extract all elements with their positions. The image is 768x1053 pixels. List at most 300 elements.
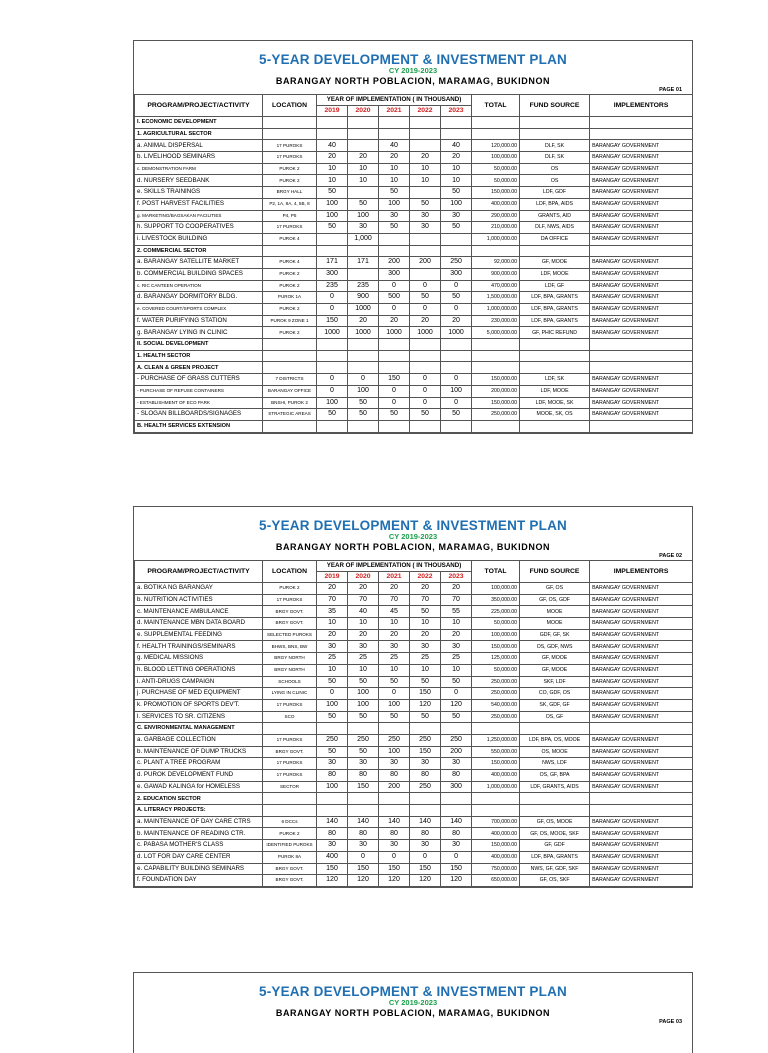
year-value-cell: 50 <box>348 711 379 723</box>
total-cell <box>472 350 520 362</box>
total-cell: 1,000,000.00 <box>472 233 520 245</box>
implementor-cell: BARANGAY GOVERNMENT <box>590 629 693 641</box>
section-row <box>135 350 693 362</box>
program-cell: d. BARANGAY DORMITORY BLDG. <box>135 292 263 304</box>
year-value-cell: 30 <box>441 210 472 222</box>
year-value-cell <box>379 805 410 817</box>
year-value-cell: 100 <box>379 699 410 711</box>
year-value-cell: 50 <box>379 711 410 723</box>
year-value-cell <box>410 233 441 245</box>
implementor-cell: BARANGAY GOVERNMENT <box>590 304 693 316</box>
year-value-cell <box>441 723 472 735</box>
year-value-cell: 250 <box>441 734 472 746</box>
fund-source-cell: LDF, BPA, GRANTS <box>520 851 590 863</box>
implementor-cell: BARANGAY GOVERNMENT <box>590 828 693 840</box>
year-value-cell: 20 <box>441 315 472 327</box>
table-row <box>135 280 693 292</box>
location-cell: PUROK 4 <box>263 257 317 269</box>
location-cell: BRGY GOVT. <box>263 746 317 758</box>
location-cell: STRATEGIC AREAS <box>263 409 317 421</box>
year-value-cell: 1000 <box>379 327 410 339</box>
year-value-cell: 150 <box>441 863 472 875</box>
implementor-cell <box>590 420 693 432</box>
year-value-cell: 50 <box>410 711 441 723</box>
year-value-cell: 40 <box>348 606 379 618</box>
year-value-cell: 30 <box>410 222 441 234</box>
section-row <box>135 128 693 140</box>
year-value-cell: 10 <box>379 163 410 175</box>
table-row <box>135 163 693 175</box>
year-value-cell: 100 <box>317 781 348 793</box>
total-cell: 1,500,000.00 <box>472 292 520 304</box>
year-value-cell <box>348 420 379 432</box>
year-value-cell: 80 <box>379 770 410 782</box>
year-value-cell: 50 <box>348 409 379 421</box>
year-value-cell: 45 <box>379 606 410 618</box>
implementor-cell: BARANGAY GOVERNMENT <box>590 222 693 234</box>
col-fund-source: FUND SOURCE <box>520 95 590 117</box>
year-value-cell: 0 <box>379 385 410 397</box>
col-location: LOCATION <box>263 561 317 583</box>
year-value-cell: 20 <box>441 152 472 164</box>
location-cell: BRGY GOVT. <box>263 875 317 887</box>
year-value-cell: 80 <box>348 770 379 782</box>
location-cell: SELECTED PUROKS <box>263 629 317 641</box>
year-value-cell: 20 <box>348 629 379 641</box>
location-cell: 17 PUROKS <box>263 594 317 606</box>
col-total: TOTAL <box>472 95 520 117</box>
table-row <box>135 268 693 280</box>
year-value-cell: 10 <box>410 175 441 187</box>
year-value-cell: 10 <box>379 618 410 630</box>
total-cell: 400,000.00 <box>472 851 520 863</box>
implementor-cell: BARANGAY GOVERNMENT <box>590 875 693 887</box>
year-value-cell: 50 <box>441 711 472 723</box>
year-value-cell: 30 <box>441 840 472 852</box>
location-cell: BRGY HALL <box>263 187 317 199</box>
implementor-cell: BARANGAY GOVERNMENT <box>590 187 693 199</box>
implementor-cell: BARANGAY GOVERNMENT <box>590 688 693 700</box>
table-row <box>135 746 693 758</box>
fund-source-cell: GF, OS, MOOE, SKF <box>520 828 590 840</box>
year-value-cell <box>348 350 379 362</box>
year-value-cell: 20 <box>348 315 379 327</box>
year-value-cell: 0 <box>441 397 472 409</box>
location-cell: 17 PUROKS <box>263 758 317 770</box>
year-value-cell: 200 <box>379 257 410 269</box>
total-cell: 650,000.00 <box>472 875 520 887</box>
fund-source-cell: MOOE, SK, OS <box>520 409 590 421</box>
year-value-cell: 0 <box>348 374 379 386</box>
year-value-cell: 120 <box>410 699 441 711</box>
location-cell: SCHOOLS <box>263 676 317 688</box>
year-value-cell: 30 <box>379 641 410 653</box>
implementor-cell: BARANGAY GOVERNMENT <box>590 618 693 630</box>
fund-source-cell: GF, MOOE <box>520 653 590 665</box>
total-cell: 250,000.00 <box>472 409 520 421</box>
year-value-cell: 10 <box>410 664 441 676</box>
table-row <box>135 699 693 711</box>
table-row <box>135 327 693 339</box>
page-header <box>134 41 692 86</box>
total-cell: 50,000.00 <box>472 664 520 676</box>
table-row <box>135 606 693 618</box>
table-row <box>135 152 693 164</box>
location-cell <box>263 339 317 351</box>
program-cell: d. MAINTENANCE MBN DATA BOARD <box>135 618 263 630</box>
location-cell: BRGY GOVT. <box>263 618 317 630</box>
year-value-cell: 25 <box>410 653 441 665</box>
year-value-cell: 200 <box>410 257 441 269</box>
col-year: 2023 <box>441 572 472 583</box>
program-cell: a. BARANGAY SATELLITE MARKET <box>135 257 263 269</box>
year-value-cell: 300 <box>317 268 348 280</box>
program-cell: d. NURSERY SEEDBANK <box>135 175 263 187</box>
fund-source-cell: GF, PHIC REFUND <box>520 327 590 339</box>
year-value-cell: 120 <box>317 875 348 887</box>
section-row <box>135 723 693 735</box>
page-number: PAGE 01 <box>659 87 682 93</box>
program-cell: b. MAINTENANCE OF DUMP TRUCKS <box>135 746 263 758</box>
program-cell: - SLOGAN BILLBOARDS/SIGNAGES <box>135 409 263 421</box>
year-value-cell <box>348 268 379 280</box>
year-value-cell: 140 <box>379 816 410 828</box>
total-cell: 150,000.00 <box>472 840 520 852</box>
year-value-cell: 35 <box>317 606 348 618</box>
year-value-cell: 70 <box>379 594 410 606</box>
table-row <box>135 629 693 641</box>
program-cell: e. CAPABILITY BUILDING SEMINARS <box>135 863 263 875</box>
fund-source-cell <box>520 128 590 140</box>
year-value-cell: 300 <box>379 268 410 280</box>
fund-source-cell: GF, OS, GDF <box>520 594 590 606</box>
investment-table <box>134 94 693 433</box>
fund-source-cell: GF, OS, SKF <box>520 875 590 887</box>
year-value-cell <box>410 420 441 432</box>
year-value-cell <box>317 339 348 351</box>
col-year: 2019 <box>317 106 348 117</box>
fund-source-cell: NWS, GF, GDF, SKF <box>520 863 590 875</box>
fund-source-cell <box>520 117 590 129</box>
year-value-cell: 30 <box>410 210 441 222</box>
year-value-cell: 40 <box>379 140 410 152</box>
year-value-cell <box>410 805 441 817</box>
table-row <box>135 409 693 421</box>
location-cell: PUROK 2 <box>263 163 317 175</box>
program-cell: d. LOT FOR DAY CARE CENTER <box>135 851 263 863</box>
year-value-cell <box>441 350 472 362</box>
year-value-cell <box>317 793 348 805</box>
year-value-cell: 10 <box>379 664 410 676</box>
year-value-cell: 80 <box>410 828 441 840</box>
year-value-cell <box>410 723 441 735</box>
year-value-cell: 10 <box>348 664 379 676</box>
year-value-cell: 100 <box>379 198 410 210</box>
location-cell: IDENTIFIED PUROKS <box>263 840 317 852</box>
fund-source-cell: LDF, BPA, OS, MOOE <box>520 734 590 746</box>
year-value-cell <box>317 362 348 374</box>
year-value-cell <box>441 805 472 817</box>
fund-source-cell <box>520 805 590 817</box>
implementor-cell: BARANGAY GOVERNMENT <box>590 583 693 595</box>
year-value-cell <box>441 362 472 374</box>
year-value-cell: 171 <box>317 257 348 269</box>
total-cell: 100,000.00 <box>472 583 520 595</box>
year-value-cell: 50 <box>410 198 441 210</box>
year-value-cell: 250 <box>410 734 441 746</box>
year-value-cell: 0 <box>379 851 410 863</box>
fund-source-cell <box>520 245 590 257</box>
year-value-cell: 0 <box>410 304 441 316</box>
year-value-cell: 235 <box>317 280 348 292</box>
total-cell <box>472 128 520 140</box>
total-cell: 150,000.00 <box>472 374 520 386</box>
location-cell <box>263 805 317 817</box>
total-cell: 540,000.00 <box>472 699 520 711</box>
year-value-cell: 10 <box>348 175 379 187</box>
year-value-cell: 50 <box>410 409 441 421</box>
section-row <box>135 117 693 129</box>
year-value-cell: 250 <box>317 734 348 746</box>
location-cell: PUROK 2 <box>263 304 317 316</box>
year-value-cell: 10 <box>317 163 348 175</box>
year-value-cell <box>410 245 441 257</box>
year-value-cell <box>379 793 410 805</box>
fund-source-cell: MOOE <box>520 618 590 630</box>
year-value-cell <box>441 245 472 257</box>
year-value-cell: 50 <box>317 676 348 688</box>
location-cell <box>263 245 317 257</box>
fund-source-cell: OS <box>520 163 590 175</box>
fund-source-cell: GRANTS, AID <box>520 210 590 222</box>
year-value-cell: 20 <box>379 629 410 641</box>
barangay-name: BARANGAY NORTH POBLACION, MARAMAG, BUKIDNON <box>275 542 551 552</box>
year-value-cell: 30 <box>348 758 379 770</box>
table-row <box>135 175 693 187</box>
year-value-cell: 50 <box>441 676 472 688</box>
location-cell: PUROK 9 ZONE 1 <box>263 315 317 327</box>
year-value-cell: 1000 <box>348 304 379 316</box>
plan-title: 5-YEAR DEVELOPMENT & INVESTMENT PLAN <box>259 52 567 67</box>
table-row <box>135 187 693 199</box>
year-value-cell <box>379 350 410 362</box>
year-value-cell: 150 <box>348 781 379 793</box>
col-program: PROGRAM/PROJECT/ACTIVITY <box>135 95 263 117</box>
year-value-cell: 30 <box>441 758 472 770</box>
implementor-cell: BARANGAY GOVERNMENT <box>590 140 693 152</box>
implementor-cell: BARANGAY GOVERNMENT <box>590 397 693 409</box>
year-value-cell: 150 <box>317 315 348 327</box>
implementor-cell <box>590 362 693 374</box>
year-value-cell: 30 <box>348 641 379 653</box>
table-row <box>135 397 693 409</box>
implementor-cell <box>590 245 693 257</box>
table-row <box>135 583 693 595</box>
fund-source-cell: GF, GDF <box>520 840 590 852</box>
year-value-cell: 20 <box>348 583 379 595</box>
implementor-cell: BARANGAY GOVERNMENT <box>590 175 693 187</box>
total-cell: 150,000.00 <box>472 641 520 653</box>
section-row <box>135 793 693 805</box>
year-value-cell: 20 <box>317 152 348 164</box>
program-cell: b. LIVELIHOOD SEMINARS <box>135 152 263 164</box>
total-cell: 470,000.00 <box>472 280 520 292</box>
year-value-cell: 80 <box>379 828 410 840</box>
location-cell: PUROK 4 <box>263 233 317 245</box>
year-value-cell: 150 <box>410 746 441 758</box>
total-cell: 750,000.00 <box>472 863 520 875</box>
location-cell: SECTOR <box>263 781 317 793</box>
total-cell: 250,000.00 <box>472 676 520 688</box>
total-cell <box>472 420 520 432</box>
year-value-cell: 150 <box>410 863 441 875</box>
program-cell: c. MAINTENANCE AMBULANCE <box>135 606 263 618</box>
location-cell <box>263 362 317 374</box>
year-value-cell: 20 <box>317 629 348 641</box>
year-value-cell: 0 <box>348 851 379 863</box>
year-value-cell: 0 <box>410 851 441 863</box>
year-value-cell: 0 <box>379 688 410 700</box>
table-row <box>135 664 693 676</box>
year-value-cell: 20 <box>379 583 410 595</box>
total-cell: 400,000.00 <box>472 828 520 840</box>
total-cell: 250,000.00 <box>472 688 520 700</box>
year-value-cell: 50 <box>317 222 348 234</box>
year-value-cell: 250 <box>348 734 379 746</box>
year-value-cell <box>441 339 472 351</box>
total-cell: 50,000.00 <box>472 618 520 630</box>
fund-source-cell: LDF, MOOE, SK <box>520 397 590 409</box>
program-cell: b. MAINTENANCE OF READING CTR. <box>135 828 263 840</box>
implementor-cell <box>590 723 693 735</box>
year-value-cell <box>379 128 410 140</box>
location-cell <box>263 420 317 432</box>
year-value-cell <box>348 793 379 805</box>
year-value-cell: 50 <box>379 222 410 234</box>
year-value-cell <box>317 128 348 140</box>
total-cell: 1,250,000.00 <box>472 734 520 746</box>
table-row <box>135 222 693 234</box>
implementor-cell: BARANGAY GOVERNMENT <box>590 152 693 164</box>
page-header <box>134 973 692 1018</box>
location-cell: BRGY NORTH <box>263 653 317 665</box>
year-value-cell <box>317 233 348 245</box>
implementor-cell <box>590 793 693 805</box>
fund-source-cell: GF, OS <box>520 583 590 595</box>
location-cell: 7 DISTRICTS <box>263 374 317 386</box>
implementor-cell: BARANGAY GOVERNMENT <box>590 594 693 606</box>
fund-source-cell: LDF, MOOE <box>520 385 590 397</box>
fund-source-cell <box>520 362 590 374</box>
year-value-cell: 20 <box>410 583 441 595</box>
implementor-cell <box>590 339 693 351</box>
total-cell: 50,000.00 <box>472 163 520 175</box>
year-value-cell: 50 <box>348 676 379 688</box>
year-value-cell: 80 <box>348 828 379 840</box>
year-value-cell <box>410 362 441 374</box>
fund-source-cell: OS <box>520 175 590 187</box>
year-value-cell: 100 <box>348 688 379 700</box>
table-row <box>135 140 693 152</box>
year-value-cell <box>379 117 410 129</box>
year-value-cell <box>317 420 348 432</box>
location-cell: P2, 1A, 8A, 4, 5B, 8 <box>263 198 317 210</box>
table-row <box>135 734 693 746</box>
year-value-cell: 200 <box>441 746 472 758</box>
total-cell <box>472 793 520 805</box>
year-value-cell: 500 <box>379 292 410 304</box>
fund-source-cell <box>520 723 590 735</box>
program-cell: b. NUTRITION ACTIVITIES <box>135 594 263 606</box>
year-value-cell: 300 <box>441 268 472 280</box>
program-cell: a. GARBAGE COLLECTION <box>135 734 263 746</box>
location-cell: BRGY GOVT. <box>263 863 317 875</box>
location-cell: PUROK 1A <box>263 292 317 304</box>
year-value-cell <box>379 723 410 735</box>
year-value-cell <box>410 187 441 199</box>
page-number: PAGE 03 <box>659 1019 682 1025</box>
program-cell: II. SOCIAL DEVELOPMENT <box>135 339 263 351</box>
total-cell: 250,000.00 <box>472 711 520 723</box>
fund-source-cell: SKF, LDF <box>520 676 590 688</box>
program-cell: - PURCHASE OF REFUSE CONTAINERS <box>135 385 263 397</box>
year-value-cell: 140 <box>441 816 472 828</box>
year-value-cell: 100 <box>317 699 348 711</box>
year-value-cell <box>317 805 348 817</box>
year-value-cell <box>441 420 472 432</box>
year-value-cell: 20 <box>317 583 348 595</box>
year-value-cell: 100 <box>441 385 472 397</box>
program-cell: c. PLANT A TREE PROGRAM <box>135 758 263 770</box>
implementor-cell: BARANGAY GOVERNMENT <box>590 770 693 782</box>
year-value-cell <box>410 339 441 351</box>
fund-source-cell: LDF, SK <box>520 374 590 386</box>
implementor-cell: BARANGAY GOVERNMENT <box>590 699 693 711</box>
year-value-cell: 250 <box>441 257 472 269</box>
page-number: PAGE 02 <box>659 553 682 559</box>
table-row <box>135 828 693 840</box>
year-value-cell <box>410 117 441 129</box>
year-value-cell: 20 <box>379 152 410 164</box>
col-year: 2020 <box>348 106 379 117</box>
year-value-cell <box>348 723 379 735</box>
year-value-cell: 50 <box>441 409 472 421</box>
year-value-cell: 120 <box>348 875 379 887</box>
year-value-cell: 50 <box>379 676 410 688</box>
implementor-cell: BARANGAY GOVERNMENT <box>590 268 693 280</box>
fund-source-cell: GF, MOOE <box>520 257 590 269</box>
year-value-cell <box>317 245 348 257</box>
table-row <box>135 198 693 210</box>
total-cell <box>472 245 520 257</box>
fund-source-cell: LDF, BPA, GRANTS <box>520 292 590 304</box>
implementor-cell: BARANGAY GOVERNMENT <box>590 374 693 386</box>
table-row <box>135 594 693 606</box>
program-cell: e. COVERED COURT/SPORTS COMPLEX <box>135 304 263 316</box>
section-row <box>135 339 693 351</box>
program-cell: l. SERVICES TO SR. CITIZENS <box>135 711 263 723</box>
section-row <box>135 420 693 432</box>
year-value-cell: 10 <box>410 618 441 630</box>
table-row <box>135 641 693 653</box>
fund-source-cell: OS, MOOE <box>520 746 590 758</box>
table-row <box>135 385 693 397</box>
year-value-cell <box>379 339 410 351</box>
page-header <box>134 507 692 552</box>
year-value-cell: 0 <box>317 292 348 304</box>
barangay-name: BARANGAY NORTH POBLACION, MARAMAG, BUKIDNON <box>275 1008 551 1018</box>
year-value-cell: 0 <box>379 280 410 292</box>
